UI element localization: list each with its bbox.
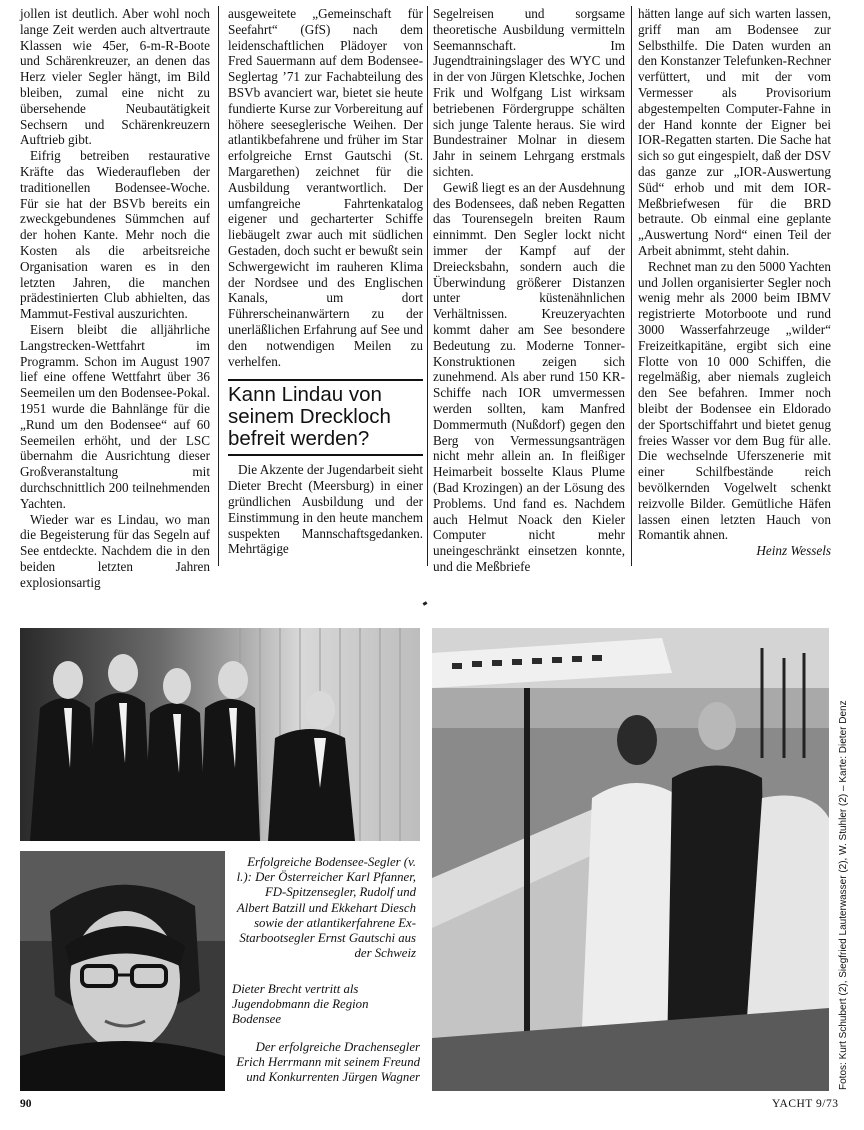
page-number: 90 (20, 1098, 32, 1110)
caption-dieter-brecht: Dieter Brecht vertritt als Jugendobmann die Region Bodensee (232, 982, 369, 1027)
caption-group-sailors: Erfolgreiche Bodensee-Segler (v. l.): Der Österreicher Karl Pfanner, FD-Spitzensegler, Rudolf und Albert Batzill und Ekkehart Diesch sowie der atlantikerfahrene Ex-Starbootsegler Ernst Gautschi aus der Schweiz (236, 855, 416, 961)
article-column-3 (433, 6, 625, 575)
paragraph: jollen ist deutlich. Aber wohl noch lange Zeit werden auch altvertraute Klassen wie 45er, 6-m-R-Boote und Schärenkreuzer, an denen das Herz vieler Segler hängt, im Bild bleiben, zumal eine nicht zu übersehende Neubautätigkeit Sechsern und Schärenkreuzern Auftrieb gibt. (20, 6, 210, 148)
article-column-2 (228, 6, 423, 557)
paragraph: ausgeweitete „Gemeinschaft für Seefahrt“ (GfS) nach dem leidenschaftlichen Plädoyer von Fred Sauermann auf dem Bodensee-Seglertag ’71 zur Fachabteilung des BSVb avanciert war, bietet sie heute fundierte Kurse zur Vorbereitung auf höhere seeseglerische Weihen. Der atlantikbefahrene und früher im Star erfolgreiche Ernst Gautschi (St. Margarethen) zeichnet für die Ausbildung verantwortlich. Der umfangreiche Fahrtenkatalog eigener und gecharterter Schiffe liebäugelt zwar auch mit südlichen Gestaden, doch sucht er bewußt sein Schwergewicht im rauheren Klima der Nordsee und des Englischen Kanals, um dort Führerscheinanwärtern zu der unerläßlichen Erfahrung auf See und den notwendigen Meilen zu verhelfen. (228, 6, 423, 369)
column-rule (427, 6, 428, 566)
paragraph: Rechnet man zu den 5000 Yachten und Jollen organisierter Segler noch wenig mehr als 2000 beim IBMV registrierte Motorboote und rund 3000 Wasserfahrzeuge „wilder“ Freizeitkapitäne, ergibt sich eine Flotte von 10 000 Schiffen, die regelmäßig, aber niemals zugleich den See befahren. Immer noch bleibt der Bodensee ein Eldorado der Sportschiffahrt und bietet genug freies Wasser vor dem Bug für alle. Die wechselnde Uferszenerie mit einer Schilfbestände reich bevölkernden Vogelwelt schenkt reizvolle Bilder. Gemütliche Häfen lassen einen letzten Hauch von Romantik ahnen. (638, 258, 831, 543)
photo-dieter-brecht (20, 851, 225, 1091)
paragraph: Eifrig betreiben restaurative Kräfte das Wiederaufleben der traditionellen Bodensee-Woche. Für sie hat der BSVb bereits ein zweckgebundenes Sümmchen auf der hohen Kante. Mehr noch die Kosten als die arbeitsreiche Organisation waren es in den letzten Jahren, die manchen prädestinierten Club abhielten, das Mammut-Festival auszurichten. (20, 148, 210, 322)
paragraph: Eisern bleibt die alljährliche Langstrecken-Wettfahrt im Programm. Schon im August 1907 lief eine offene Wettfahrt über 36 Seemeilen um den Bodensee-Pokal. 1951 wurde die Bahnlänge für die „Rund um den Bodensee“ auf 60 Seemeilen erhöht, und der LSC übernahm die Ausrichtung dieser Großveranstaltung mit durchschnittlich 200 teilnehmenden Yachten. (20, 321, 210, 511)
paragraph: Wieder war es Lindau, wo man die Begeisterung für das Segeln auf See entdeckte. Nachdem die in den beiden letzten Jahren explosionsartig (20, 511, 210, 590)
caption-erich-herrmann: Der erfolgreiche Drachensegler Erich Herrmann mit seinem Freund und Konkurrenten Jürgen Wagner (236, 1040, 420, 1085)
author-signature: Heinz Wessels (756, 543, 831, 559)
paragraph: Segelreisen und sorgsame theoretische Ausbildung vermitteln Seemannschaft. Im Jugendtrainingslager des WYC und in der von Jürgen Kletschke, Jochen Frik und Wolfgang List wirksam betriebenen Fördergruppe schälten sich junge Talente heraus. Sie wird Bundestrainer Molnar in diesem Jahr in seinem Lehrgang erstmals sichten. (433, 6, 625, 179)
column-rule (631, 6, 632, 566)
paragraph: Gewiß liegt es an der Ausdehnung des Bodensees, daß neben Regatten das Tourensegeln breiten Raum einnimmt. Den Segler lockt nicht immer der Kampf auf der Dreiecksbahn, sondern auch die Überwindung größerer Distanzen unter küstenähnlichen Verhältnissen. Kreuzeryachten kommt daher am See besondere Bedeutung zu. Moderne Tonner-Konstruktionen zeigen sich zunehmend. Als aber rund 150 KR-Schiffe nach IOR umvermessen werden sollten, kam Manfred Dommermuth (Nußdorf) gegen den Berg von Vermessungsanträgen nicht mehr allein an. In fleißiger Heimarbeit bosselte Klaus Plume (Bad Krozingen) an der Lösung des Problems. Und fand es. Nachdem auch Helmut Noack den Kieler Computer nicht mehr uneingeschränkt einsetzen konnte, und die Meßbriefe (433, 179, 625, 574)
section-heading: Kann Lindau von seinem Dreckloch befreit werden? (228, 379, 423, 456)
photo-harbor-sailors (432, 628, 829, 1091)
article-column-1 (20, 6, 210, 590)
photo-credit: Fotos: Kurt Schubert (2), Siegfried Lauterwasser (2), W. Stuhler (2) – Karte: Dieter Denz (838, 700, 849, 1090)
ink-speck (423, 601, 428, 606)
photo-group-sailors (20, 628, 420, 841)
paragraph: hätten lange auf sich warten lassen, griff man am Bodensee zur Selbsthilfe. Die Daten wurden an den Konstanzer Telefunken-Rechner verfüttert, und mit der vom Vermesser als Provisorium abgestempelten Computer-Fahne in der Hand konnte der Eigner bei IOR-Regatten starten. Die Sache hat sich so gut eingespielt, daß der DSV das ganze zur „IOR-Auswertung Süd“ erhob und mit dem IOR-Meßbriefwesen für die BRD betraute. Ob einmal eine geplante „Auswertung Nord“ einen Teil der Arbeit abnimmt, steht dahin. (638, 6, 831, 258)
article-column-4 (638, 6, 831, 559)
paragraph: Die Akzente der Jugendarbeit sieht Dieter Brecht (Meersburg) in einer gründlichen Ausbildung und der Einstimmung in den heute manchem suspekten Mannschaftsgedanken. Mehrtägige (228, 462, 423, 557)
column-rule (218, 6, 219, 566)
magazine-issue: YACHT 9/73 (772, 1098, 839, 1110)
